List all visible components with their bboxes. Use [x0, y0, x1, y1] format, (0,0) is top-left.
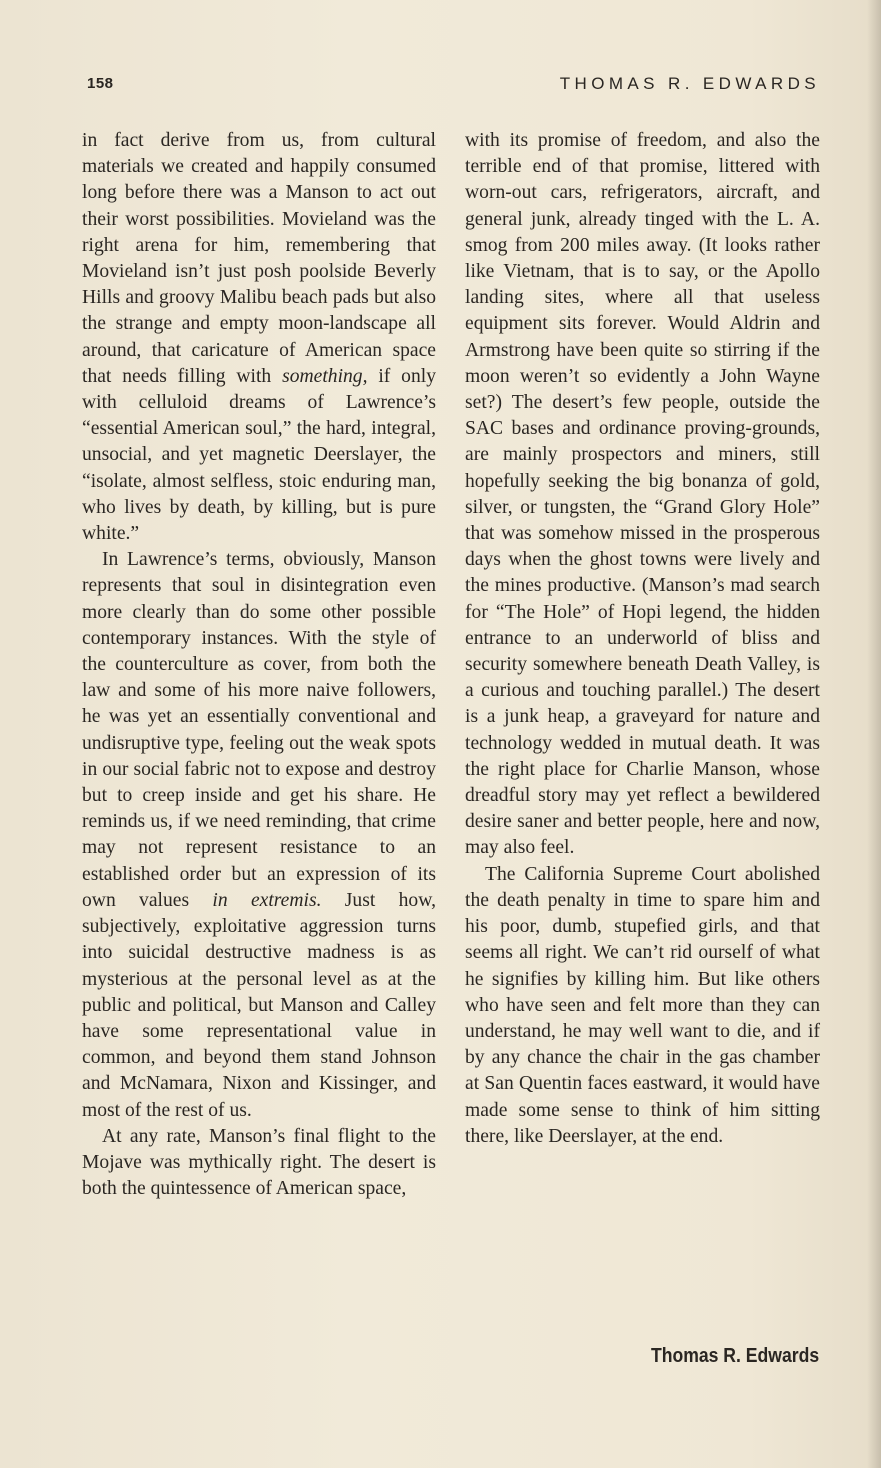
- paragraph-text: in fact derive from us, from cultural materials we created and happily consumed long before there was a Manson to act out their worst possibilities. Movieland was the right arena for him, remembering that Movieland isn’t just posh poolside Beverly Hills and groovy Malibu beach pads but also the strange and empty moon-landscape all around, that caricature of American space that needs filling with: [82, 130, 436, 387]
- running-head: THOMAS R. EDWARDS: [559, 74, 820, 93]
- paragraph-text: if only with celluloid dreams of Lawrence’s “essential American soul,” the hard, integral, unsocial, and yet magnetic Deerslayer, the “isolate, almost selfless, stoic enduring man, who lives by death, by killing, but is pure white.”: [82, 365, 436, 545]
- emphasis-text: something,: [282, 365, 368, 387]
- paragraph: The California Supreme Court abolished the death penalty in time to spare him and his poor, dumb, stupefied girls, and that seems all right. We can’t rid ourself of what he signifies by killing him. But like others who have seen and felt more than they can understand, he may well want to die, and if by any chance the chair in the gas chamber at San Quentin faces eastward, it would have made some sense to think of him sitting there, like Deerslayer, at the end.: [465, 863, 820, 1147]
- author-signature: Thomas R. Edwards: [650, 1345, 819, 1367]
- emphasis-text: in extremis.: [212, 889, 322, 911]
- paragraph: At any rate, Manson’s final flight to the Mojave was mythically right. The desert is both the quintessence of American space,: [82, 1125, 436, 1200]
- paragraph-text: Just how, subjectively, exploitative aggression turns into suicidal destructive madness is as mysterious at the personal level as at the public and political, but Manson and Calley have some representational value in common, and beyond them stand Johnson and McNamara, Nixon and Kissinger, and most of the rest of us.: [82, 889, 436, 1121]
- paragraph-text: In Lawrence’s terms, obviously, Manson represents that soul in disintegration even more clearly than do some other possible contemporary instances. With the style of the counterculture as cover, from both the law and some of his more naive followers, he was yet an essentially conventional and undisruptive type, feeling out the weak spots in our social fabric not to expose and destroy but to creep inside and get his share. He reminds us, if we need reminding, that crime may not represent resistance to an established order but an expression of its own values: [82, 549, 436, 911]
- page-edge-shadow: [867, 0, 881, 1468]
- paragraph: [82, 128, 436, 547]
- right-column: [465, 128, 820, 1150]
- paragraph: [82, 547, 436, 1123]
- left-column: [82, 128, 436, 1202]
- page-number: 158: [87, 75, 114, 92]
- paragraph: with its promise of freedom, and also the terrible end of that promise, littered with worn-out cars, refrigerators, aircraft, and general junk, already tinged with the L. A. smog from 200 miles away. (It looks rather like Vietnam, that is to say, or the Apollo landing sites, where all that useless equipment sits forever. Would Aldrin and Armstrong have been quite so stirring if the moon weren’t so evidently a John Wayne set?) The desert’s few people, outside the SAC bases and ordinance proving-grounds, are mainly prospectors and miners, still hopefully seeking the big bonanza of gold, silver, or tungsten, the “Grand Glory Hole” that was somehow missed in the prosperous days when the ghost towns were lively and the mines productive. (Manson’s mad search for “The Hole” of Hopi legend, the hidden entrance to an underworld of bliss and security somewhere beneath Death Valley, is a curious and touching parallel.) The desert is a junk heap, a graveyard for nature and technology wedded in mutual death. It was the right place for Charlie Manson, whose dreadful story may yet reflect a bewildered desire saner and better people, here and now, may also feel.: [465, 130, 820, 859]
